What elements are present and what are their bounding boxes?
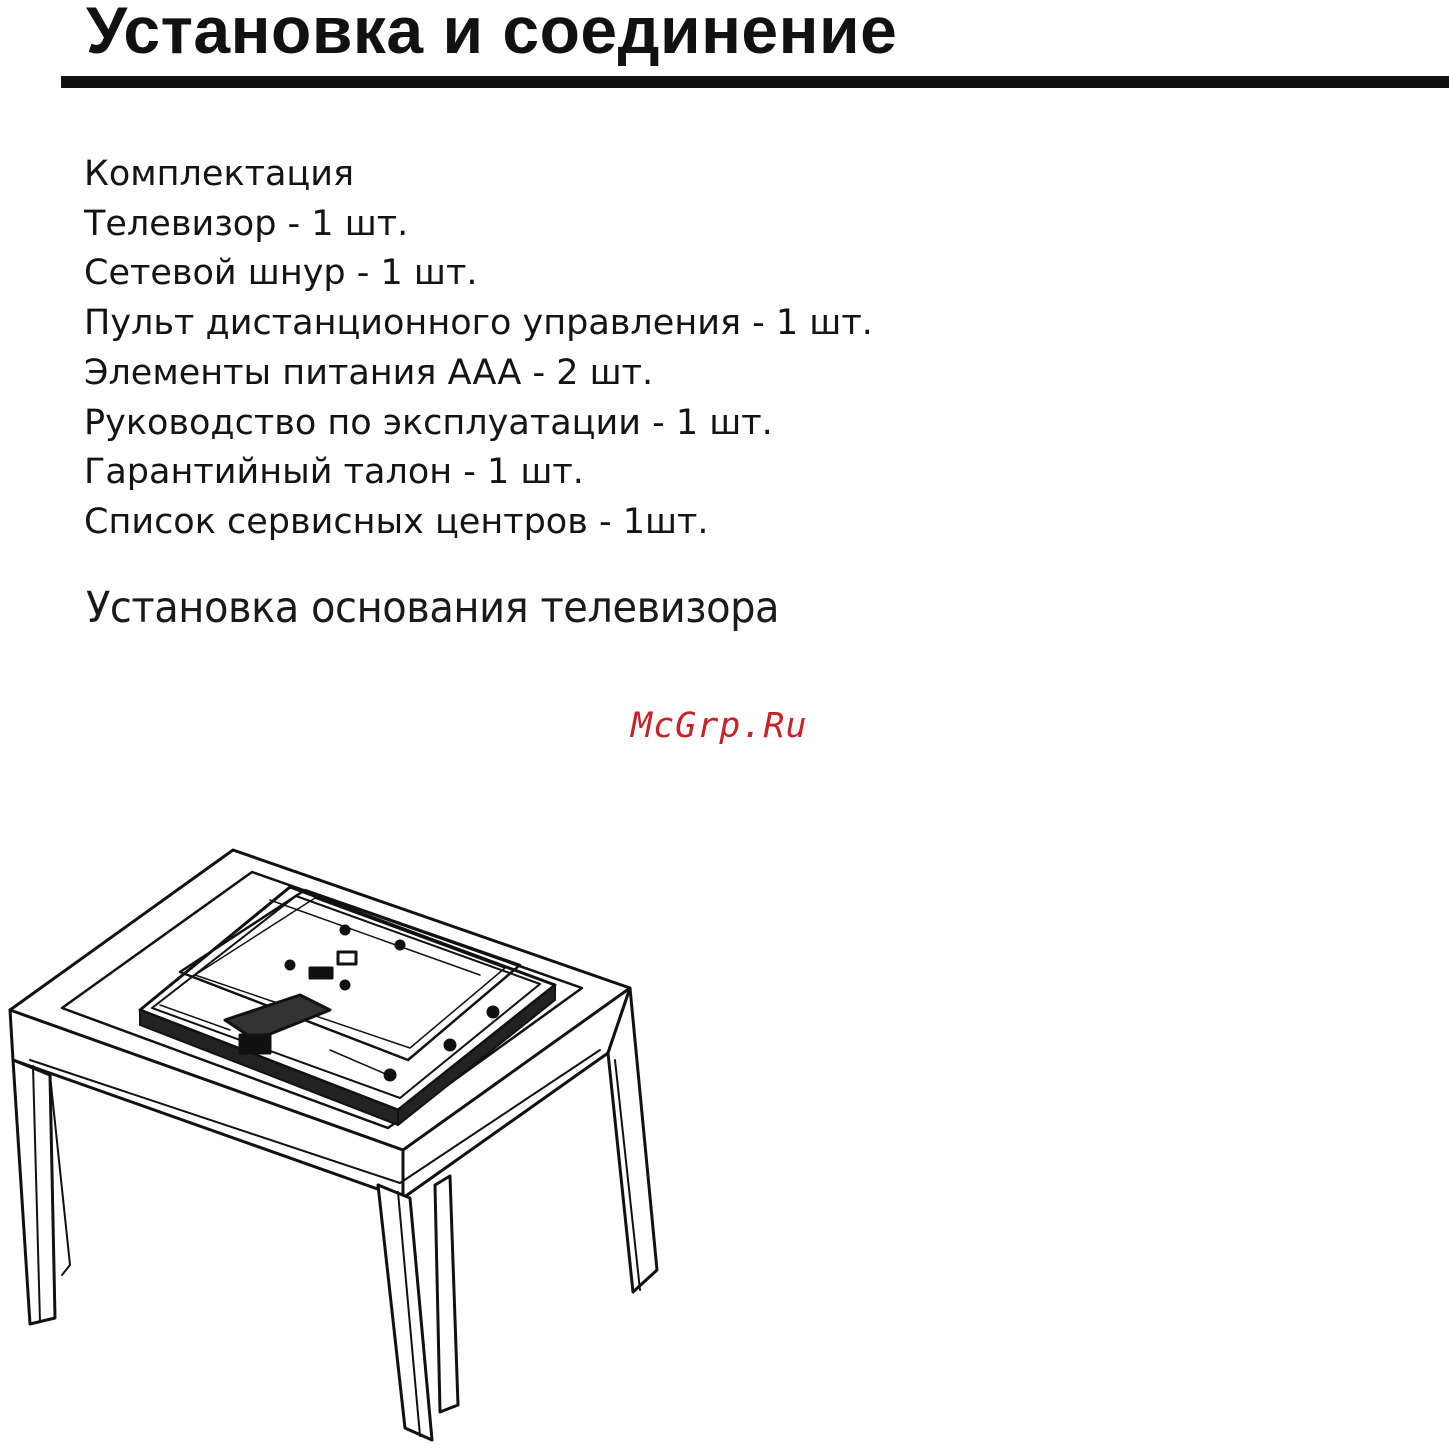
list-item: Гарантийный талон - 1 шт. [84,452,584,493]
table-leg [378,1185,432,1440]
section-heading: Установка основания телевизора [86,583,780,633]
title-divider [61,76,1449,88]
list-item: Телевизор - 1 шт. [84,203,409,244]
list-item: Комплектация [84,154,355,194]
table-leg [435,1176,458,1412]
list-item: Руководство по эксплуатации - 1 шт. [84,402,773,443]
list-item: Элементы питания AAA - 2 шт. [84,352,654,393]
watermark: McGrp.Ru [631,706,808,746]
page-title: Установка и соединение [86,0,898,67]
list-item: Пульт дистанционного управления - 1 шт. [84,303,873,344]
tv-on-table-illustration [0,830,680,1448]
table-leg [608,988,657,1292]
list-item: Список сервисных центров - 1шт. [84,501,709,542]
package-contents-list [84,150,873,548]
list-item: Сетевой шнур - 1 шт. [84,253,478,294]
